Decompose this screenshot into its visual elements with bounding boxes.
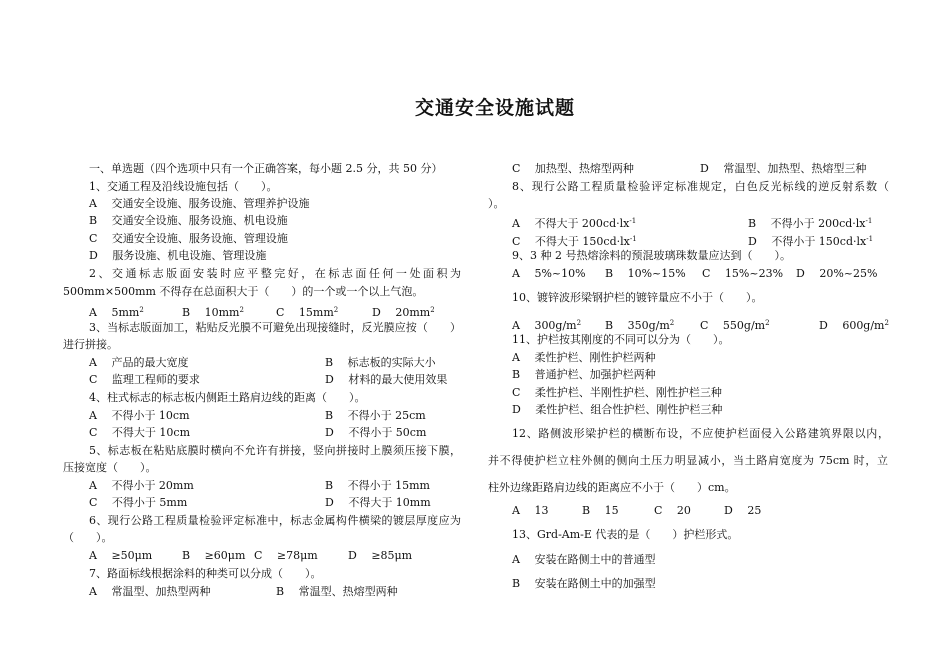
q8-option-d: D 不得小于 $150cd\cdot lx^{-1}$ xyxy=(748,235,874,248)
q2-option-c: C $15mm^2$ xyxy=(276,306,339,319)
q4-option-a: A 不得小于 10cm xyxy=(89,409,190,422)
q9-option-d: D 20%~25% xyxy=(796,267,878,280)
q6-stem-line2: （ ）。 xyxy=(63,531,113,544)
q12-option-d: D 25 xyxy=(724,504,762,517)
q13-option-b: B 安装在路侧土中的加强型 xyxy=(512,577,656,590)
q4-option-b: B 不得小于 25cm xyxy=(325,409,426,422)
q12-option-a: A 13 xyxy=(512,504,549,517)
q4-option-c: C 不得大于 10cm xyxy=(89,426,190,439)
q10-option-b: B $350g/m^2$ xyxy=(605,319,675,332)
q8-option-c: C 不得大于 $150cd\cdot lx^{-1}$ xyxy=(512,235,637,248)
q3-stem-line2: 进行拼接。 xyxy=(63,338,118,351)
q9-stem: 9、3 种 2 号热熔涂料的预混玻璃珠数量应达到（ ）。 xyxy=(512,249,791,262)
q9-option-b: B 10%~15% xyxy=(605,267,686,280)
q12-option-b: B 15 xyxy=(582,504,619,517)
q2-option-a: A $5mm^2$ xyxy=(89,306,144,319)
q10-option-d: D $600g/m^2$ xyxy=(819,319,889,332)
q12-option-c: C 20 xyxy=(654,504,691,517)
q8-option-a: A 不得大于 $200cd\cdot lx^{-1}$ xyxy=(512,217,637,230)
q1-option-b: B 交通安全设施、服务设施、机电设施 xyxy=(89,214,288,227)
q10-stem: 10、镀锌波形梁钢护栏的镀锌量应不小于（ ）。 xyxy=(512,291,763,304)
q5-option-d: D 不得大于 10mm xyxy=(325,496,431,509)
q6-option-b: B ≥60μm xyxy=(182,549,246,562)
q6-option-c: C ≥78μm xyxy=(254,549,318,562)
section-heading: 一、单选题（四个选项中只有一个正确答案，每小题 2.5 分，共 50 分） xyxy=(89,162,443,175)
q1-option-c: C 交通安全设施、服务设施、管理设施 xyxy=(89,232,288,245)
q7-option-d: D 常温型、加热型、热熔型三种 xyxy=(700,162,867,175)
q10-option-a: A $300g/m^2$ xyxy=(512,319,582,332)
q13-stem: 13、Grd-Am-E 代表的是（ ）护栏形式。 xyxy=(512,528,739,541)
q2-option-b: B $10mm^2$ xyxy=(182,306,244,319)
q1-option-a: A 交通安全设施、服务设施、管理养护设施 xyxy=(89,197,310,210)
q3-option-c: C 监理工程师的要求 xyxy=(89,373,200,386)
q12-stem-line2: 并不得使护栏立柱外侧的侧向土压力明显减小，当土路肩宽度为 75cm 时，立 xyxy=(488,454,888,467)
q11-option-d: D 柔性护栏、组合性护栏、刚性护栏三种 xyxy=(512,403,723,416)
q8-stem-line1: 8、现行公路工程质量检验评定标准规定，白色反光标线的逆反射系数（ xyxy=(512,180,889,193)
q11-option-a: A 柔性护栏、刚性护栏两种 xyxy=(512,351,656,364)
q2-option-d: D $20mm^2$ xyxy=(372,306,435,319)
q13-option-a: A 安装在路侧土中的普通型 xyxy=(512,553,656,566)
q7-option-b: B 常温型、热熔型两种 xyxy=(276,585,398,598)
q6-stem-line1: 6、现行公路工程质量检验评定标准中，标志金属构件横梁的镀层厚度应为 xyxy=(89,514,461,527)
q9-option-a: A 5%~10% xyxy=(512,267,586,280)
q4-stem: 4、柱式标志的标志板内侧距土路肩边线的距离（ ）。 xyxy=(89,391,366,404)
q5-option-a: A 不得小于 20mm xyxy=(89,479,194,492)
q12-stem-line1: 12、路侧波形梁护栏的横断布设，不应使护栏面侵入公路建筑界限以内， xyxy=(512,427,889,440)
q5-option-c: C 不得小于 5mm xyxy=(89,496,188,509)
q8-option-b: B 不得小于 $200cd\cdot lx^{-1}$ xyxy=(748,217,873,230)
q7-option-c: C 加热型、热熔型两种 xyxy=(512,162,634,175)
q6-option-a: A ≥50μm xyxy=(89,549,153,562)
q7-stem: 7、路面标线根据涂料的种类可以分成（ ）。 xyxy=(89,567,322,580)
q11-option-c: C 柔性护栏、半刚性护栏、刚性护栏三种 xyxy=(512,386,722,399)
q11-option-b: B 普通护栏、加强护栏两种 xyxy=(512,368,656,381)
q1-option-d: D 服务设施、机电设施、管理设施 xyxy=(89,249,267,262)
q3-option-b: B 标志板的实际大小 xyxy=(325,356,436,369)
q6-option-d: D ≥85μm xyxy=(348,549,413,562)
q2-stem-line1: 2、交通标志版面安装时应平整完好，在标志面任何一处面积为 xyxy=(89,267,461,280)
q3-option-a: A 产品的最大宽度 xyxy=(89,356,189,369)
q2-stem-line2: 500mm×500mm 不得存在总面积大于（ ）的一个或一个以上气泡。 xyxy=(63,285,424,298)
q4-option-d: D 不得小于 50cm xyxy=(325,426,427,439)
q3-stem-line1: 3、当标志版面加工，粘贴反光膜不可避免出现接缝时，反光膜应按（ ） xyxy=(89,321,461,334)
page-title: 交通安全设施试题 xyxy=(414,97,575,119)
q3-option-d: D 材料的最大使用效果 xyxy=(325,373,448,386)
q10-option-c: C $550g/m^2$ xyxy=(700,319,770,332)
q9-option-c: C 15%~23% xyxy=(702,267,784,280)
q7-option-a: A 常温型、加热型两种 xyxy=(89,585,211,598)
q5-stem-line1: 5、标志板在粘贴底膜时横向不允许有拼接，竖向拼接时上膜须压接下膜， xyxy=(89,444,461,457)
q8-stem-line2: ）。 xyxy=(488,197,505,210)
q11-stem: 11、护栏按其刚度的不同可以分为（ ）。 xyxy=(512,333,730,346)
q12-stem-line3: 柱外边缘距路肩边线的距离应不小于（ ）cm。 xyxy=(488,481,736,494)
q5-stem-line2: 压接宽度（ ）。 xyxy=(63,461,157,474)
q5-option-b: B 不得小于 15mm xyxy=(325,479,430,492)
q1-stem: 1、交通工程及沿线设施包括（ ）。 xyxy=(89,180,278,193)
